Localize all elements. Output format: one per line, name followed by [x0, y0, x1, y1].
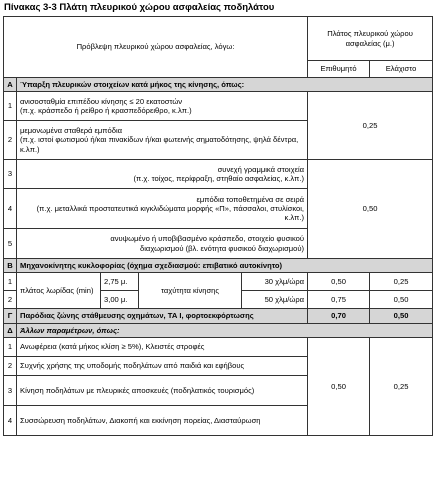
section-letter: Γ [4, 309, 17, 324]
row-number: 3 [4, 376, 17, 406]
value-desired: 0,75 [308, 291, 370, 309]
table-row [4, 92, 433, 121]
row-text-main: ανισοσταθμία επιπέδου κίνησης ≤ 20 εκατοστών [20, 96, 183, 106]
row-description [17, 92, 308, 121]
value-d-desired: 0,50 [308, 338, 370, 436]
row-description: Συσσώρευση ποδηλάτων, Διακοπή και εκκίνηση πορείας, Διασταύρωση [17, 406, 308, 436]
section-title: Ύπαρξη πλευρικών στοιχείων κατά μήκος της κίνησης, όπως: [17, 78, 433, 92]
lane-width-label: πλάτος λωρίδας (min) [17, 273, 101, 309]
row-text-detail: (π.χ. κράσπεδο ή ρείθρο ή κρασπεδόρειθρο, κ.λπ.) [20, 106, 192, 115]
speed-value: 50 χλμ/ώρα [242, 291, 308, 309]
lane-width-value: 3,00 μ. [101, 291, 139, 309]
section-title: Άλλων παραμέτρων, όπως: [17, 324, 433, 338]
row-text-detail: (π.χ. μεταλλικά προστατευτικά κιγκλιδώματα μορφής «Π», πάσσαλοι, στυλίσκοι, κ.λπ.) [36, 203, 305, 223]
value-minimum: 0,50 [370, 309, 433, 324]
row-number: 3 [4, 160, 17, 189]
header-width-title: Πλάτος πλευρικού χώρου ασφαλείας (μ.) [308, 17, 433, 61]
header-minimum: Ελάχιστο [370, 61, 433, 78]
section-letter: Α [4, 78, 17, 92]
row-number: 1 [4, 338, 17, 357]
safety-width-table [3, 16, 433, 436]
row-text-detail: διαχωρισμού (βλ. ενότητα φυσικού διαχωρισμού) [140, 243, 305, 253]
row-text-main: ανυψωμένο ή υποβιβασμένο κράσπεδο, στοιχείο φυσικού [110, 234, 305, 244]
table-row [4, 160, 433, 189]
row-text-main: μεμονωμένα σταθερά εμπόδια [20, 126, 123, 136]
section-letter: Δ [4, 324, 17, 338]
row-description: Κίνηση ποδηλάτων με πλευρικές αποσκευές (ποδηλατικός τουρισμός) [17, 376, 308, 406]
header-desired: Επιθυμητό [308, 61, 370, 78]
row-number: 2 [4, 291, 17, 309]
speed-label: ταχύτητα κίνησης [139, 273, 242, 309]
row-number: 4 [4, 406, 17, 436]
value-desired: 0,70 [308, 309, 370, 324]
row-description: Συχνής χρήσης της υποδομής ποδηλάτων από παιδιά και εφήβους [17, 357, 308, 376]
row-text-detail: (π.χ. ιστοί φωτισμού ή/και πινακίδων ή/και φωτεινής σηματοδότησης, ψηλά δέντρα, κ.λπ.) [20, 135, 299, 154]
speed-value: 30 χλμ/ώρα [242, 273, 308, 291]
row-number: 5 [4, 229, 17, 259]
table-row [4, 338, 433, 357]
row-text-detail: (π.χ. τοίχος, περίφραξη, στηθαίο ασφαλείας, κ.λπ.) [133, 174, 305, 183]
row-description: Ανωφέρεια (κατά μήκος κλίση ≥ 5%), Κλειστές στροφές [17, 338, 308, 357]
value-minimum: 0,25 [370, 273, 433, 291]
row-number: 1 [4, 273, 17, 291]
value-a-lower: 0,50 [308, 160, 433, 259]
row-number: 2 [4, 357, 17, 376]
section-title: Παρόδιας ζώνης στάθμευσης οχημάτων, ΤΑ Ι, φορτοεκφόρτωσης [17, 309, 308, 324]
row-text-main: εμπόδια τοποθετημένα σε σειρά [196, 194, 305, 204]
table-caption: Πίνακας 3-3 Πλάτη πλευρικού χώρου ασφαλείας ποδηλάτου [4, 2, 275, 13]
header-provision: Πρόβλεψη πλευρικού χώρου ασφαλείας, λόγω: [4, 17, 308, 78]
lane-width-value: 2,75 μ. [101, 273, 139, 291]
row-description [17, 229, 308, 259]
row-description [17, 189, 308, 229]
section-b-header [4, 259, 433, 273]
section-a-header [4, 78, 433, 92]
value-desired: 0,50 [308, 273, 370, 291]
section-g-row [4, 309, 433, 324]
row-number: 4 [4, 189, 17, 229]
value-d-minimum: 0,25 [370, 338, 433, 436]
row-description [17, 160, 308, 189]
section-d-header [4, 324, 433, 338]
value-a-upper: 0,25 [308, 92, 433, 160]
value-minimum: 0,50 [370, 291, 433, 309]
row-number: 2 [4, 121, 17, 160]
row-text-main: συνεχή γραμμικά στοιχεία [217, 164, 305, 174]
table-row [4, 273, 433, 291]
section-letter: Β [4, 259, 17, 273]
row-number: 1 [4, 92, 17, 121]
row-description [17, 121, 308, 160]
section-title: Μηχανοκίνητης κυκλοφορίας (όχημα σχεδιασμού: επιβατικό αυτοκίνητο) [17, 259, 433, 273]
